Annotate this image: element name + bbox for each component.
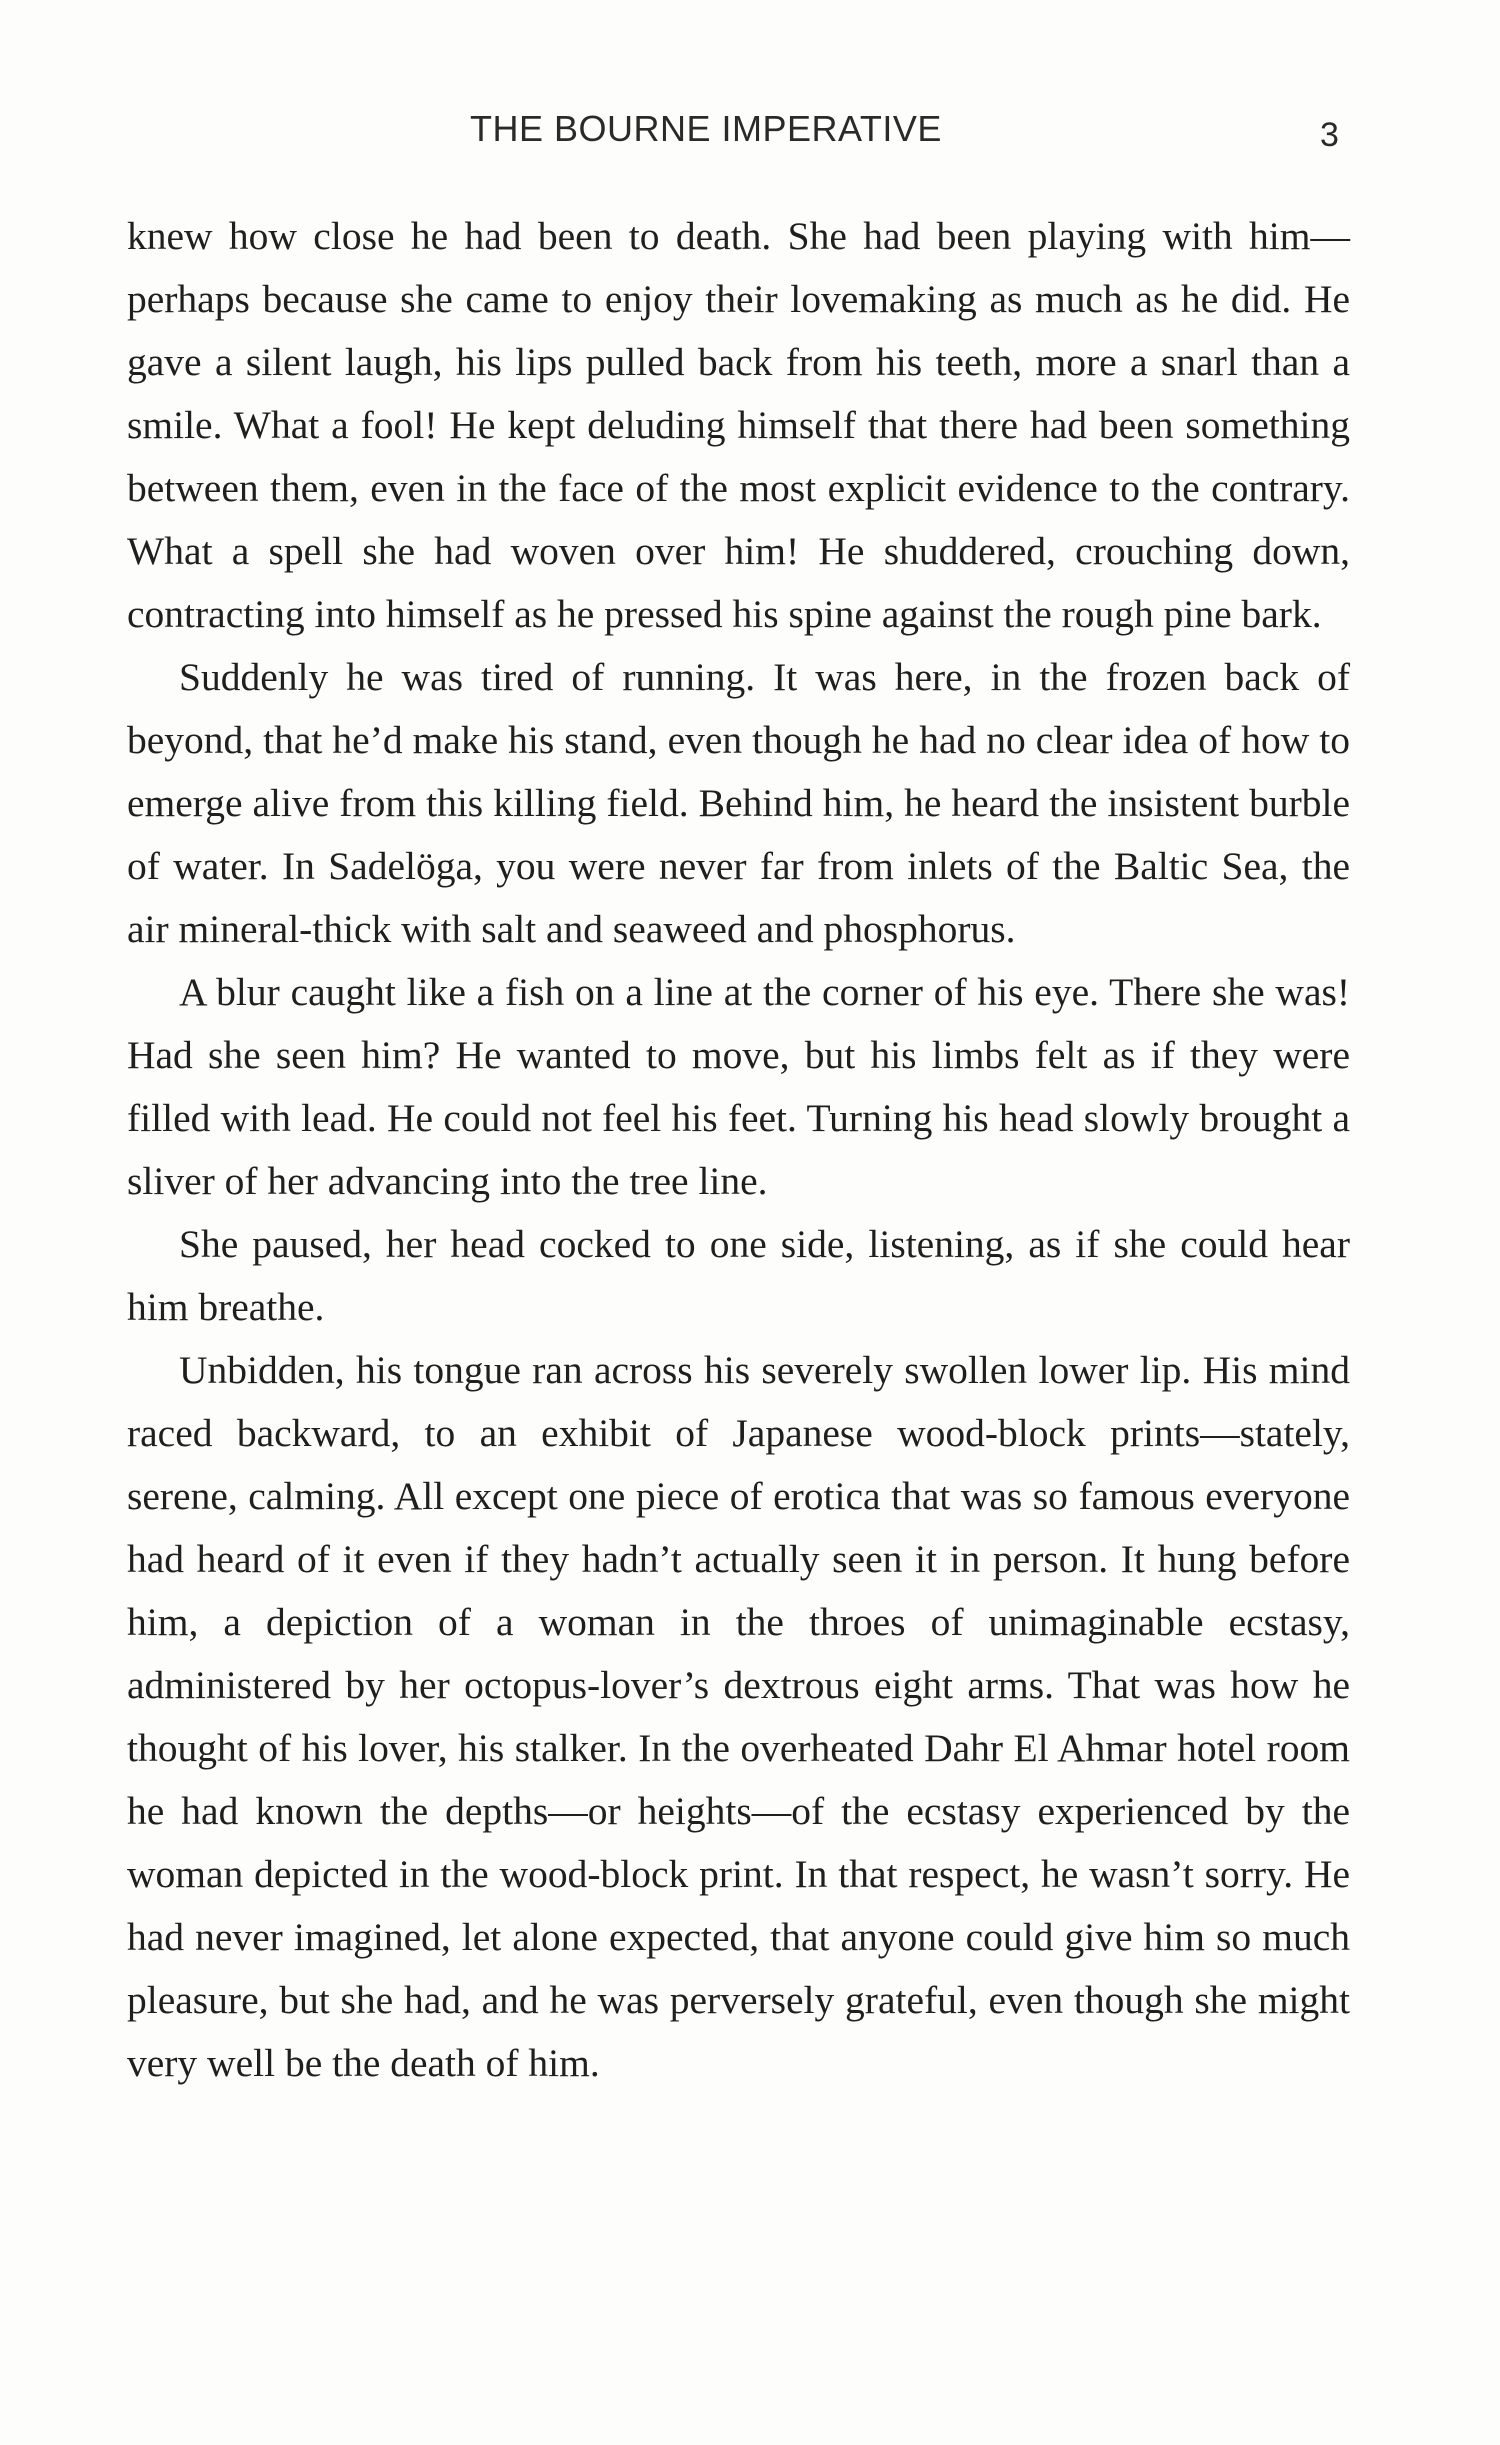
paragraph-1: knew how close he had been to death. She had been playing with him—perhaps because she came to enjoy their lovemaking as much as he did. He gave a silent laugh, his lips pulled back from his teeth, more a snarl than a smile. What a fool! He kept deluding himself that there had been something between them, even in the face of the most explicit evidence to the contrary. What a spell she had woven over him! He shuddered, crouching down, contracting into himself as he pressed his spine against the rough pine bark. — [127, 214, 1350, 636]
paragraph-2: Suddenly he was tired of running. It was here, in the frozen back of beyond, that he’d make his stand, even though he had no clear idea of how to emerge alive from this killing field. Behind him, he heard the insistent burble of water. In Sadelöga, you were never far from inlets of the Baltic Sea, the air mineral-thick with salt and seaweed and phosphorus. — [127, 655, 1350, 951]
body-text — [127, 205, 1350, 2095]
running-head-title: THE BOURNE IMPERATIVE — [470, 108, 942, 149]
paragraph-4: She paused, her head cocked to one side, listening, as if she could hear him breathe. — [127, 1222, 1350, 1329]
page-number: 3 — [1320, 116, 1339, 154]
paragraph-3: A blur caught like a fish on a line at the corner of his eye. There she was! Had she seen him? He wanted to move, but his limbs felt as if they were filled with lead. He could not feel his feet. Turning his head slowly brought a sliver of her advancing into the tree line. — [127, 970, 1350, 1203]
paragraph-5: Unbidden, his tongue ran across his severely swollen lower lip. His mind raced backward, to an exhibit of Japanese wood-block prints—stately, serene, calming. All except one piece of erotica that was so famous everyone had heard of it even if they hadn’t actually seen it in person. It hung before him, a depiction of a woman in the throes of unimaginable ecstasy, administered by her octopus-lover’s dextrous eight arms. That was how he thought of his lover, his stalker. In the overheated Dahr El Ahmar hotel room he had known the depths—or heights—of the ecstasy experienced by the woman depicted in the wood-block print. In that respect, he wasn’t sorry. He had never imagined, let alone expected, that anyone could give him so much pleasure, but she had, and he was perversely grateful, even though she might very well be the death of him. — [127, 1348, 1350, 2085]
